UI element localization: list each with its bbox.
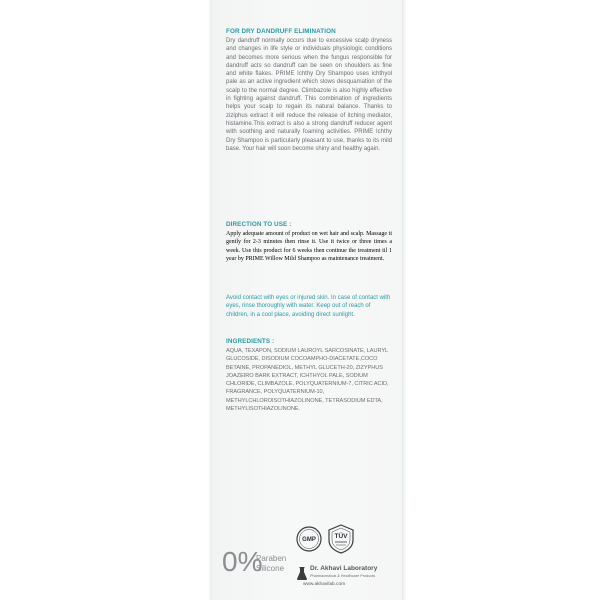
gmp-label: GMP xyxy=(302,537,316,543)
lab-url: www.akhavilab.com xyxy=(303,582,346,587)
zero-percent-badge: 0% xyxy=(222,546,263,577)
box-right-edge xyxy=(402,0,406,600)
free-from-claims xyxy=(256,554,286,574)
lab-subtitle: Pharmaceutical & Healthcare Products xyxy=(310,574,376,578)
tuv-label: TÜV xyxy=(334,533,348,540)
warning-body: Avoid contact with eyes or injured skin. In case of contact with eyes, rinse thoroughly with water. Keep out of reach of children, in a cool place, avoiding direct sunlight. xyxy=(226,295,391,318)
tuv-seal-icon xyxy=(326,524,356,554)
ingredients-body: AQUA, TEXAPON, SODIUM LAUROYL SARCOSINATE, LAURYL GLUCOSIDE, DISODIUM COCOAMPHO-DIACETATE,COCO BETAINE, PROPANEDIOL, METHYL GLUCETH-20, ZIZYPHUS JOAZEIRO BARK EXTRACT, ICHTHYOL PALE, SODIUM CHLORIDE, CLIMBAZOLE, POLYQUATERNIUM-7, CITRIC ACID, FRAGRANCE, POLYQUATERNIUM-10, METHYLCHLOROISOTHIAZOLINONE, TETRASODIUM EDTA, METHYLISOTHIAZOLINONE. xyxy=(226,348,389,413)
dandruff-heading: FOR DRY DANDRUFF ELIMINATION xyxy=(226,28,336,35)
ingredients-section xyxy=(226,338,392,413)
ingredients-heading: INGREDIENTS : xyxy=(226,338,275,345)
lab-name: Dr. Akhavi Laboratory xyxy=(310,565,378,572)
dandruff-body: Dry dandruff normally occurs due to excessive scalp dryness and changes in life style or individuals physiologic conditions and becomes more serious when the fungus responsible for dandruff acts so dandruff can be seen on shoulders as fine and white flakes. PRIME Ichthy Dry Shampoo uses ichthyol pale as an active ingredient which slows desquamation of the scalp to the normal degree. Climbazole is also highly effective in fighting against dandruff. This combination of ingredients helps your scalp to regain its natural balance. Thanks to ziziphus extract it will reduce the release of itching mediator, histamine.This extract is also a strong dandruff reducer agent with soothing and naturally foaming activities. PRIME Ichthy Dry Shampoo is particularly pleasant to use, thanks to its mild base. Your hair will soon become shiny and healthy again. xyxy=(226,38,392,152)
lab-logo-icon xyxy=(296,567,308,581)
claim-paraben: Paraben xyxy=(256,554,287,563)
direction-heading: DIRECTION TO USE : xyxy=(226,221,292,228)
dandruff-section xyxy=(226,28,392,153)
claim-silicone: Silicone xyxy=(256,564,285,573)
warning-section xyxy=(226,294,392,319)
direction-section xyxy=(226,221,392,263)
gmp-seal-icon xyxy=(296,526,322,552)
direction-body: Apply adequate amount of product on wet hair and scalp. Massage it gently for 2-3 minutes then rinse it. Use it twice or three times a week. Use this product for 6 weeks then continue the treatment til 1 year by PRIME Willow Mild Shampoo as maintenance treatment. xyxy=(226,231,392,262)
